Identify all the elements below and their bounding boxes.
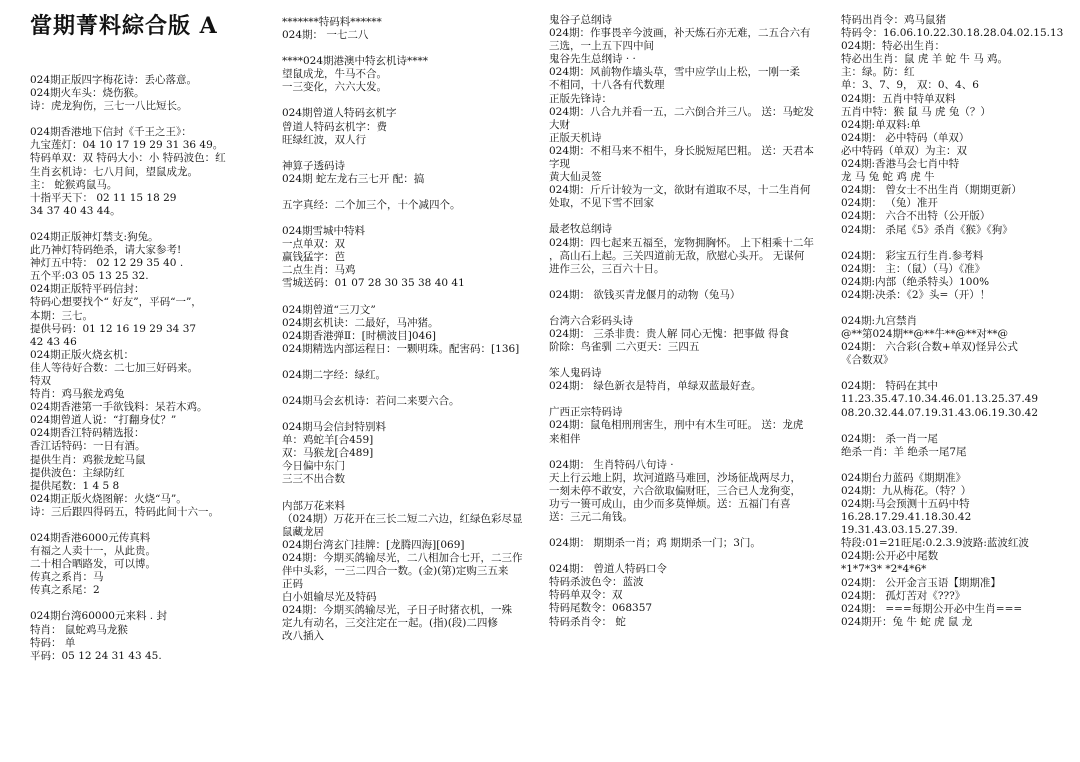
text-line: 平码：05 12 24 31 43 45. bbox=[30, 649, 162, 662]
text-line: 今日偏中东门 bbox=[282, 460, 345, 473]
text-line: 024期精选内部运程日：一颗明珠。配害码：[136] bbox=[282, 342, 520, 355]
text-line: 来相伴 bbox=[549, 432, 581, 445]
text-line: 024期： 六合不出特（公开版） bbox=[841, 210, 991, 223]
text-line bbox=[282, 382, 544, 395]
text-line: 024期:内部（绝杀特头）100% bbox=[841, 275, 990, 288]
text-line: 024期台湾玄门挂牌：[龙腾四海][069] bbox=[282, 538, 465, 551]
text-line: 佳人等待好合数：二七加三好码来。 bbox=[30, 361, 198, 374]
text-line: 024期： 主：（鼠）（马）《准》 bbox=[841, 262, 986, 275]
text-line bbox=[549, 393, 831, 406]
text-line: 024期香港第一手欲钱料：呆若木鸡。 bbox=[30, 401, 208, 414]
text-line: 024期： 公开金言玉语【期期准】 bbox=[841, 576, 1001, 589]
column-3-lines bbox=[549, 14, 831, 628]
text-line: 024期：风前物作墙头草，雪中应学山上松，一刚一柔 bbox=[549, 66, 801, 79]
text-line: 特码杀波色令：蓝波 bbox=[549, 576, 644, 589]
text-line: 特肖： 鼠蛇鸡马龙猴 bbox=[30, 623, 128, 636]
text-line: 单：3、7、9， 双：0、4、6 bbox=[841, 79, 979, 92]
text-line bbox=[549, 276, 831, 289]
text-line: 阶除：鸟雀驯 二六更天：三四五 bbox=[549, 341, 700, 354]
text-line: *******特码料****** bbox=[282, 16, 382, 28]
text-line: 双：马猴龙[合489] bbox=[282, 447, 374, 460]
column-3 bbox=[549, 0, 831, 762]
text-line: 08.20.32.44.07.19.31.43.06.19.30.42 bbox=[841, 406, 1039, 419]
text-line: 024期雪城中特料 bbox=[282, 225, 366, 238]
text-line: 024期： ===每期公开必中生肖=== bbox=[841, 602, 1023, 615]
text-line: 特码： 单 bbox=[30, 636, 76, 649]
text-line: 台湾六合彩码头诗 bbox=[549, 314, 633, 327]
text-line: 024期:香港马会七肖中特 bbox=[841, 158, 960, 171]
text-line: 024期：今期买鸽输尽光，二八相加合七开，二三作 bbox=[282, 551, 523, 564]
text-line bbox=[282, 212, 544, 225]
text-line: 必中特码（单双）为主：双 bbox=[841, 144, 967, 157]
text-line: 十指平天下： 02 11 15 18 29 bbox=[30, 191, 177, 204]
text-line: 最老牧总纲诗 bbox=[549, 223, 612, 236]
text-line: 024期：特必出生肖： bbox=[841, 40, 946, 53]
text-line: 正码 bbox=[282, 578, 303, 591]
text-line: 024期玄机诀：二最好，马冲猪。 bbox=[282, 316, 439, 329]
text-line: 九宝莲灯：04 10 17 19 29 31 36 49。 bbox=[30, 139, 224, 152]
text-line: 024期： 欲钱买青龙偃月的动物（兔马） bbox=[549, 288, 741, 301]
column-1 bbox=[30, 0, 268, 762]
text-line: 024期： （兔）准开 bbox=[841, 197, 938, 210]
text-line bbox=[549, 524, 831, 537]
text-line: 本期：三七。 bbox=[30, 309, 93, 322]
text-line: 特码尾数令：068357 bbox=[549, 602, 653, 615]
text-line: 龙 马 兔 蛇 鸡 虎 牛 bbox=[841, 171, 935, 184]
text-line: 曾道人特码玄机字：费 bbox=[282, 120, 387, 133]
text-line: 天上行云地上阴，坎河道路马难回，沙场征战两尽力， bbox=[549, 471, 801, 484]
text-line: 024期：九从梅花。（特？） bbox=[841, 484, 972, 497]
text-line: 024期开：兔 牛 蛇 虎 鼠 龙 bbox=[841, 615, 973, 628]
text-line bbox=[282, 291, 544, 304]
text-line: 三选，一上五下四中间 bbox=[549, 40, 654, 53]
text-line: 024期： 六合彩(合数+单双)怪异公式 bbox=[841, 341, 1018, 354]
text-line: 内部万花来料 bbox=[282, 499, 345, 512]
text-line: 神灯五中特： 02 12 29 35 40 . bbox=[30, 257, 184, 270]
text-line: 鼠藏龙居 bbox=[282, 525, 324, 538]
text-line: 定九有动名，三交注定在一起。(指)(段)二四修 bbox=[282, 617, 498, 630]
column-2 bbox=[282, 0, 544, 762]
text-line: 正版先锋诗： bbox=[549, 92, 612, 105]
text-line: 特码单双：双 特码大小：小 特码波色：红 bbox=[30, 152, 226, 165]
text-line bbox=[30, 218, 268, 231]
text-line: 二十相合晒路发，可以博。 bbox=[30, 558, 156, 571]
text-line: 024期二字经：绿红。 bbox=[282, 368, 387, 381]
text-line: 鬼谷先生总纲诗 · · bbox=[549, 53, 636, 66]
text-line: 024期正版特平码信封： bbox=[30, 283, 145, 296]
text-line: 提供号码：01 12 16 19 29 34 37 bbox=[30, 322, 197, 335]
text-line: 024期： 必中特码（单双） bbox=[841, 131, 970, 144]
text-line: 提供波色：主绿防红 bbox=[30, 466, 125, 479]
text-line: 特码单双令：双 bbox=[549, 589, 623, 602]
text-line: 024期香港地下信封《千王之王》： bbox=[30, 126, 192, 139]
text-line: 黄大仙灵签 bbox=[549, 171, 602, 184]
text-line: 024期正版火烧图解：火烧“马”。 bbox=[30, 492, 187, 505]
text-line: 024期：五肖中特单双料 bbox=[841, 92, 956, 105]
text-line: 特码心想要找个“ 好友”，平码“一”， bbox=[30, 296, 202, 309]
text-line: 正版天机诗 bbox=[549, 131, 602, 144]
text-line: 主：绿。防：红 bbox=[841, 66, 915, 79]
text-line: 香江话特码：一日有酒。 bbox=[30, 440, 146, 453]
text-line bbox=[841, 367, 1073, 380]
text-line: 024期： 生肖特码八句诗 · bbox=[549, 458, 674, 471]
text-line: 024期： 期期杀一肖；鸡 期期杀一门；3门。 bbox=[549, 537, 761, 550]
text-line: 024期： 杀一肖一尾 bbox=[841, 432, 938, 445]
text-line: 此乃神灯特码绝杀，请大家参考! bbox=[30, 244, 182, 257]
text-line: 旺绿红波，双人行 bbox=[282, 133, 366, 146]
text-line: 024期 蛇左龙右三七开 配：搞 bbox=[282, 172, 425, 185]
text-line: 送：三元二角钱。 bbox=[549, 511, 633, 523]
text-line: 雪城送码：01 07 28 30 35 38 40 41 bbox=[282, 277, 465, 290]
text-line bbox=[30, 113, 268, 126]
text-line: 笨人鬼码诗 bbox=[549, 367, 602, 380]
text-line: 广西正宗特码诗 bbox=[549, 406, 623, 419]
text-line bbox=[841, 237, 1073, 250]
text-line: 特双 bbox=[30, 374, 51, 387]
text-line: 一三变化，六六大发。 bbox=[282, 81, 387, 94]
text-line bbox=[282, 356, 544, 369]
text-line: 024期：今期买鸽输尽光，子日子时猪衣机，一殊 bbox=[282, 604, 513, 617]
text-line bbox=[282, 408, 544, 421]
text-line: 一点单双：双 bbox=[282, 238, 345, 251]
text-line: 024期： 孤灯苦对《???》 bbox=[841, 589, 966, 602]
text-line bbox=[30, 519, 268, 532]
text-line: 024期正版神灯禁支:狗兔。 bbox=[30, 230, 159, 243]
text-line bbox=[549, 550, 831, 563]
text-line: 单：鸡蛇羊[合459] bbox=[282, 434, 374, 447]
text-line: 特肖：鸡马猴龙鸡兔 bbox=[30, 388, 125, 401]
text-line bbox=[282, 147, 544, 160]
text-line bbox=[282, 42, 544, 55]
text-line: 望鼠成龙，牛马不合。 bbox=[282, 68, 387, 81]
text-line bbox=[549, 302, 831, 315]
text-line: 024期： 曾女士不出生肖（期期更新） bbox=[841, 184, 1022, 197]
column-1-lines bbox=[30, 74, 268, 662]
text-line: 024期：作事畏辛今波画，补天炼石亦无难，二五合六有 bbox=[549, 27, 811, 40]
text-line: 024期曾道人特码玄机字 bbox=[282, 107, 397, 120]
text-line: 024期:九宫禁肖 bbox=[841, 314, 918, 327]
text-line: 024期： 一七二八 bbox=[282, 29, 369, 42]
text-line: *1*7*3* *2*4*6* bbox=[841, 563, 927, 576]
text-line: 诗：虎龙狗伤，三七一八比短长。 bbox=[30, 100, 188, 113]
text-line bbox=[841, 459, 1073, 472]
text-line: 特码出肖令：鸡马鼠猪 bbox=[841, 14, 946, 26]
text-line: 五肖中特：猴 鼠 马 虎 兔（？） bbox=[841, 105, 991, 118]
text-line: 024期： 杀尾《5》杀肖《猴》《狗》 bbox=[841, 223, 1013, 236]
column-4-lines bbox=[841, 14, 1073, 628]
text-line bbox=[549, 354, 831, 367]
text-line: 特码杀肖令： 蛇 bbox=[549, 615, 626, 628]
text-line bbox=[841, 420, 1073, 433]
text-line: 024期曾道“三刀文” bbox=[282, 303, 376, 316]
text-line: 提供尾数：1 4 5 8 bbox=[30, 479, 120, 492]
text-line: 特必出生肖：鼠 虎 羊 蛇 牛 马 鸡。 bbox=[841, 53, 1009, 66]
text-line: 有福之人卖十一，从此贵。 bbox=[30, 545, 156, 558]
text-line bbox=[841, 302, 1073, 315]
text-line: 024期：八合九并看一五，二六倒合并三八。 送：马蛇发 bbox=[549, 105, 814, 118]
text-line: 024期：鼠龟相刑刑害生，刑中有木生可旺。 送：龙虎 bbox=[549, 419, 804, 432]
text-line bbox=[549, 210, 831, 223]
column-4 bbox=[841, 0, 1073, 762]
text-line: 11.23.35.47.10.34.46.01.13.25.37.49 bbox=[841, 393, 1039, 406]
text-line bbox=[282, 94, 544, 107]
text-line: 024期火车头：烧伤猴。 bbox=[30, 87, 145, 100]
text-line: 024期香港6000元传真料 bbox=[30, 532, 151, 544]
text-line: 传真之系尾：2 bbox=[30, 584, 100, 597]
text-line: 34 37 40 43 44。 bbox=[30, 204, 121, 217]
text-line: 不相同，十八各有代数理 bbox=[549, 79, 665, 92]
text-line: 42 43 46 bbox=[30, 335, 77, 348]
text-line: 024期:单双料:单 bbox=[841, 118, 921, 131]
text-line: 功亏一篑可成山，由少而多莫惮烦。送：五福门有喜 bbox=[549, 497, 791, 510]
text-line bbox=[30, 597, 268, 610]
text-line: 特码令：16.06.10.22.30.18.28.04.02.15.13 bbox=[841, 27, 1064, 40]
text-line: 一刻未停不敢安，六合欲取偏财旺，三合已人龙狗变， bbox=[549, 484, 801, 497]
text-line: 处取，不见下雪不回家 bbox=[549, 197, 654, 210]
text-line: 大财 bbox=[549, 118, 570, 131]
text-line: 024期：四七起来五福至，宠物拥胸怀。 上下相乘十二年 bbox=[549, 236, 814, 249]
text-line: 024期： 曾道人特码口令 bbox=[549, 563, 667, 576]
text-line bbox=[549, 446, 831, 459]
text-line: 024期马会玄机诗：若问二来要六合。 bbox=[282, 394, 460, 407]
text-line: 024期曾道人说：“打翻身仗？” bbox=[30, 414, 177, 427]
text-line: 二点生肖：马鸡 bbox=[282, 264, 356, 277]
text-line: 三三不出合数 bbox=[282, 473, 345, 486]
text-line: 024期香江特码精选报： bbox=[30, 427, 145, 440]
text-line: 《合数双》 bbox=[841, 354, 894, 367]
text-line: 字现 bbox=[549, 158, 570, 171]
text-line: 神算子透码诗 bbox=[282, 159, 345, 172]
text-line: 特段:01=21旺尾:0.2.3.9波路:蓝波红波 bbox=[841, 537, 1029, 550]
text-line: 024期:决杀：《2》头=（开）！ bbox=[841, 288, 991, 301]
text-line: （024期）万花开在三长二短二六边，红绿色彩尽显 bbox=[282, 512, 523, 525]
text-line: 鬼谷子总纲诗 bbox=[549, 14, 612, 26]
text-line: 024期台湾60000元来料 . 封 bbox=[30, 610, 167, 623]
text-line: 伴中头彩，一三二四合一数。(金)(第)定购三五来 bbox=[282, 565, 509, 577]
text-line: 024期:公开必中尾数 bbox=[841, 550, 939, 563]
text-line: 024期香港弹Ⅱ：[时横波目]046] bbox=[282, 329, 437, 342]
text-line: 16.28.17.29.41.18.30.42 bbox=[841, 511, 972, 524]
text-line: 024期：不相马来不相牛，身长脱短尾巴粗。 送：天君本 bbox=[549, 144, 814, 157]
text-line: 改八插入 bbox=[282, 630, 324, 643]
text-line: 进作三公，三百六十日。 bbox=[549, 262, 665, 275]
text-line: 绝杀一肖：羊 绝杀一尾7尾 bbox=[841, 445, 967, 458]
text-line: 024期： 特码在其中 bbox=[841, 380, 938, 393]
text-line: 024期正版火烧玄机： bbox=[30, 348, 135, 361]
text-line: 024期： 绿色新衣是特肖，单绿双蓝最好查。 bbox=[549, 380, 762, 393]
text-line: 024期：斤斤计较为一文，欲財有道取不尽，十二生肖何 bbox=[549, 184, 811, 197]
text-line: @**第024期**@**牛**@**对**@ bbox=[841, 328, 1009, 341]
text-line: 主： 蛇猴鸡鼠马。 bbox=[30, 178, 118, 191]
text-line: 024期正版四字梅花诗：丢心落意。 bbox=[30, 74, 198, 86]
text-line: 提供生肖：鸡猴龙蛇马鼠 bbox=[30, 453, 146, 466]
page-title: 當期菁料綜合版 A bbox=[30, 13, 218, 39]
text-line: ，高山石上起。三关四道前无敌，欣慰心头开。 无谋何 bbox=[549, 249, 805, 262]
text-line: 024期： 彩宝五行生肖.参考料 bbox=[841, 249, 984, 262]
text-line: 024期:马会预测十五码中特 bbox=[841, 498, 970, 510]
text-line: 五个平:03 05 13 25 32. bbox=[30, 270, 149, 283]
text-line bbox=[282, 487, 544, 500]
text-line: 19.31.43.03.15.27.39. bbox=[841, 524, 958, 537]
text-line: 024期台力蓝码《期期准》 bbox=[841, 471, 967, 484]
text-line: 诗：三后跟四得码五，特码此间十六一。 bbox=[30, 505, 219, 518]
text-line bbox=[282, 186, 544, 199]
text-line: 生肖玄机诗：七八月间，望鼠成龙。 bbox=[30, 165, 198, 178]
text-line: 五字真经：二个加三个，十个减四个。 bbox=[282, 198, 461, 211]
text-line: 024期马会信封特别料 bbox=[282, 421, 387, 434]
text-line: 传真之系肖：马 bbox=[30, 571, 104, 584]
text-line: 白小姐输尽光及特码 bbox=[282, 591, 377, 604]
text-line: 024期： 三杀非贵：贵人解 同心无愧：把事做 得食 bbox=[549, 327, 790, 340]
column-2-lines bbox=[282, 16, 544, 643]
text-line: 赢钱猛字：芭 bbox=[282, 251, 345, 264]
text-line: ****024期港澳中特玄机诗**** bbox=[282, 55, 429, 68]
